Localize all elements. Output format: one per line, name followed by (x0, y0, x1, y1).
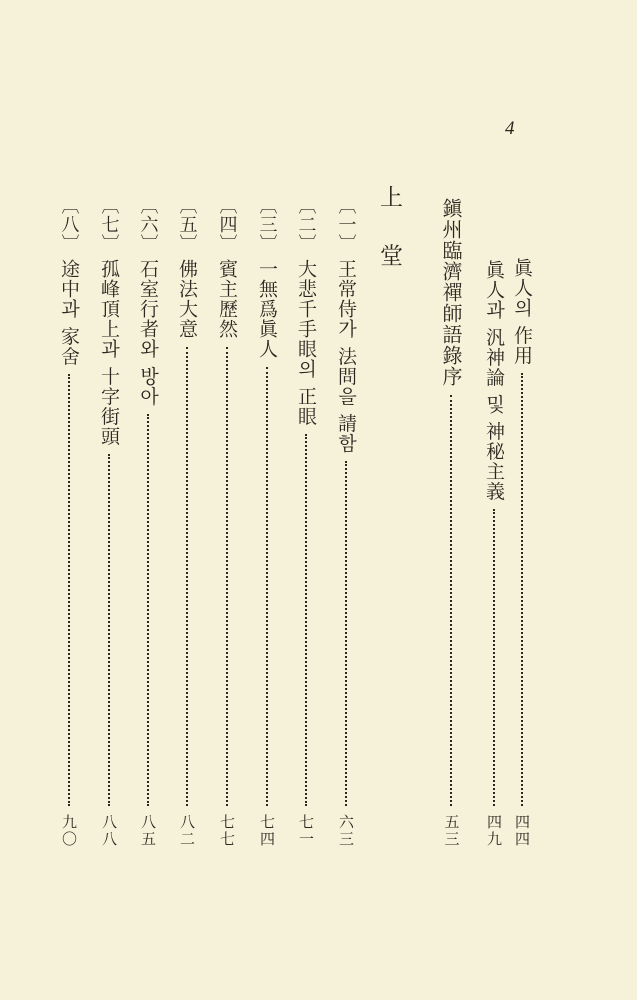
entry-number: 〔四〕 (216, 196, 238, 253)
leader-dots (108, 454, 110, 806)
toc-entry-page: 九〇 (60, 814, 78, 848)
toc-entry-item-7 (99, 196, 118, 848)
leader-dots (521, 373, 523, 806)
toc-entry-item-2 (296, 196, 315, 848)
toc-entry-title: 眞人의 作用 (511, 258, 533, 366)
entry-number: 〔六〕 (137, 196, 159, 253)
leader-dots (493, 509, 495, 806)
entry-number: 〔五〕 (176, 196, 198, 253)
toc-entry-item-5 (177, 196, 196, 848)
leader-dots (450, 395, 452, 806)
toc-entry-page: 八二 (178, 814, 196, 848)
toc-entry-page: 八五 (139, 814, 157, 848)
toc-entry-item-4 (217, 196, 236, 848)
toc-entry-page: 五三 (442, 814, 461, 848)
toc-entry-page: 七一 (297, 814, 315, 848)
section-heading: 上 堂 (376, 185, 402, 281)
entry-number: 〔一〕 (335, 196, 357, 253)
toc-entry-page: 六三 (337, 814, 355, 848)
toc-entry-item-3 (257, 196, 276, 848)
page-number: 4 (505, 118, 515, 139)
toc-entry-title: 石室行者와 방아 (137, 259, 159, 407)
toc-entry-title: 賓主歷然 (216, 259, 238, 339)
toc-entry-page: 七七 (218, 814, 236, 848)
leader-dots (345, 461, 347, 806)
toc-entry-page: 八八 (100, 814, 118, 848)
toc-entry-title: 大悲千手眼의 正眼 (295, 259, 317, 427)
toc-entry-title: 途中과 家舍 (58, 259, 80, 367)
toc-entry-item-1 (336, 196, 355, 848)
toc-entry-title: 佛法大意 (176, 259, 198, 339)
leader-dots (266, 367, 268, 806)
leader-dots (147, 414, 149, 806)
toc-entry-page: 四四 (513, 814, 531, 848)
leader-dots (68, 374, 70, 806)
toc-entry-item-8 (59, 196, 78, 848)
toc-entry-title: 王常侍가 法問을 請함 (335, 259, 357, 454)
entry-number: 〔八〕 (58, 196, 80, 253)
entry-number: 〔三〕 (256, 196, 278, 253)
entry-number: 〔二〕 (295, 196, 317, 253)
toc-entry-1 (512, 258, 531, 848)
toc-entry-3 (441, 198, 461, 848)
toc-entry-page: 四九 (485, 814, 503, 848)
toc-entry-title: 鎭州臨濟禪師語錄序 (439, 198, 463, 387)
toc-entry-2 (484, 258, 503, 848)
leader-dots (186, 347, 188, 806)
leader-dots (226, 347, 228, 806)
toc-entry-title: 一無爲眞人 (256, 259, 278, 359)
entry-number: 〔七〕 (98, 196, 120, 253)
toc-entry-page: 七四 (258, 814, 276, 848)
leader-dots (305, 434, 307, 806)
toc-entry-item-6 (138, 196, 157, 848)
toc-entry-title: 眞人과 汎神論 및 神秘主義 (483, 260, 505, 502)
toc-entry-title: 孤峰頂上과 十字街頭 (98, 259, 120, 447)
